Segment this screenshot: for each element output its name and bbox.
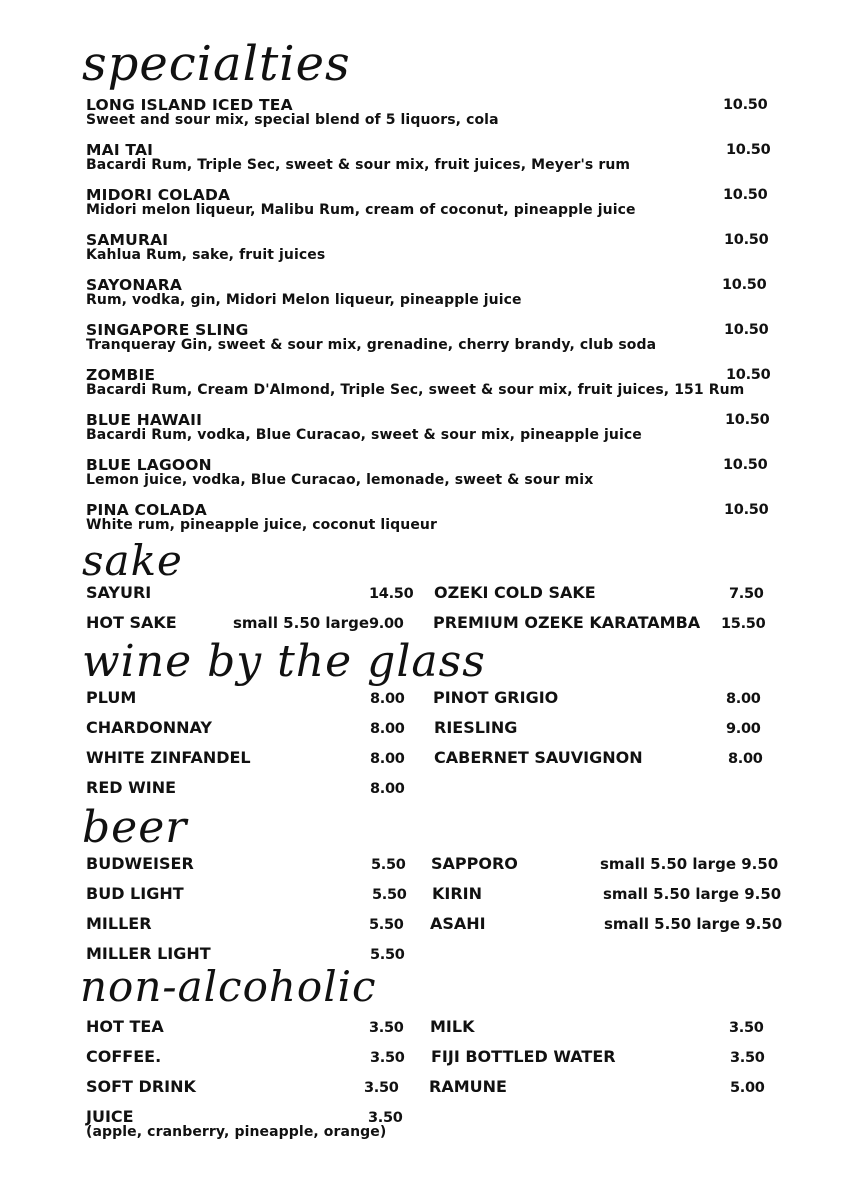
- item-name: JUICE: [86, 1107, 134, 1126]
- item-price: 5.00: [730, 1080, 765, 1096]
- item-price: 10.50: [724, 232, 769, 248]
- item-name: WHITE ZINFANDEL: [86, 748, 251, 767]
- item-price: 8.00: [370, 721, 405, 737]
- non-alcoholic-heading: non-alcoholic: [80, 962, 377, 1011]
- item-price: small 5.50 large 9.50: [600, 855, 779, 873]
- item-description: Rum, vodka, gin, Midori Melon liqueur, pineapple juice: [86, 292, 522, 308]
- item-note: (apple, cranberry, pineapple, orange): [86, 1124, 387, 1140]
- item-name: MIDORI COLADA: [86, 186, 231, 204]
- item-sizes: small 5.50 large: [233, 614, 369, 632]
- item-price: 7.50: [729, 586, 764, 602]
- item-name: MAI TAI: [86, 141, 154, 159]
- item-name: HOT TEA: [86, 1017, 164, 1036]
- item-description: Midori melon liqueur, Malibu Rum, cream of coconut, pineapple juice: [86, 202, 636, 218]
- item-name: BUDWEISER: [86, 854, 194, 873]
- item-name: SAYONARA: [86, 276, 183, 294]
- specialties-heading: specialties: [82, 36, 351, 92]
- item-name: CABERNET SAUVIGNON: [434, 748, 643, 767]
- item-price: 10.50: [726, 142, 771, 158]
- item-name: SINGAPORE SLING: [86, 321, 249, 339]
- item-price: 14.50: [369, 586, 414, 602]
- item-name: FIJI BOTTLED WATER: [431, 1047, 616, 1066]
- item-name: ZOMBIE: [86, 366, 156, 384]
- item-price: 10.50: [726, 367, 771, 383]
- item-price: small 5.50 large 9.50: [603, 885, 782, 903]
- item-price: 3.50: [369, 1020, 404, 1036]
- item-price: 5.50: [370, 947, 405, 963]
- item-price: 8.00: [728, 751, 763, 767]
- item-name: SAYURI: [86, 583, 152, 602]
- item-description: Sweet and sour mix, special blend of 5 liquors, cola: [86, 112, 499, 128]
- item-description: Bacardi Rum, Cream D'Almond, Triple Sec, sweet & sour mix, fruit juices, 151 Rum: [86, 382, 745, 398]
- item-price: 10.50: [723, 187, 768, 203]
- item-name: BLUE LAGOON: [86, 456, 212, 474]
- item-description: Tranqueray Gin, sweet & sour mix, grenadine, cherry brandy, club soda: [86, 337, 657, 353]
- item-name: KIRIN: [432, 884, 483, 903]
- item-price: 5.50: [372, 887, 407, 903]
- item-price: 3.50: [364, 1080, 399, 1096]
- item-price: 10.50: [724, 322, 769, 338]
- item-name: RIESLING: [434, 718, 518, 737]
- item-description: White rum, pineapple juice, coconut liqueur: [86, 517, 437, 533]
- item-name: ASAHI: [430, 914, 486, 933]
- item-name: PINA COLADA: [86, 501, 207, 519]
- item-price: 3.50: [730, 1050, 765, 1066]
- item-name: SAMURAI: [86, 231, 169, 249]
- item-price: 10.50: [725, 412, 770, 428]
- item-description: Lemon juice, vodka, Blue Curacao, lemonade, sweet & sour mix: [86, 472, 594, 488]
- item-name: RAMUNE: [429, 1077, 507, 1096]
- item-name: BLUE HAWAII: [86, 411, 203, 429]
- item-description: Kahlua Rum, sake, fruit juices: [86, 247, 326, 263]
- item-name: SAPPORO: [431, 854, 518, 873]
- wine-heading: wine by the glass: [82, 636, 486, 687]
- item-price: 15.50: [721, 616, 766, 632]
- item-price: 3.50: [729, 1020, 764, 1036]
- item-name: COFFEE.: [86, 1047, 162, 1066]
- item-name: MILLER LIGHT: [86, 944, 211, 963]
- item-description: Bacardi Rum, Triple Sec, sweet & sour mix, fruit juices, Meyer's rum: [86, 157, 631, 173]
- item-name: MILLER: [86, 914, 152, 933]
- item-name: OZEKI COLD SAKE: [434, 583, 596, 602]
- item-name: HOT SAKE: [86, 613, 177, 632]
- beer-heading: beer: [82, 802, 188, 853]
- item-name: PREMIUM OZEKE KARATAMBA: [433, 613, 701, 632]
- item-name: PINOT GRIGIO: [433, 688, 559, 707]
- item-price: 9.00: [726, 721, 761, 737]
- item-name: LONG ISLAND ICED TEA: [86, 96, 293, 114]
- item-price: 3.50: [370, 1050, 405, 1066]
- item-name: SOFT DRINK: [86, 1077, 196, 1096]
- item-name: CHARDONNAY: [86, 718, 212, 737]
- item-price: 8.00: [370, 781, 405, 797]
- item-name: MILK: [430, 1017, 475, 1036]
- item-price: 10.50: [724, 502, 769, 518]
- item-price: 5.50: [369, 917, 404, 933]
- item-price: 10.50: [723, 97, 768, 113]
- item-price: 5.50: [371, 857, 406, 873]
- sake-heading: sake: [82, 536, 183, 585]
- item-price: 10.50: [723, 457, 768, 473]
- item-description: Bacardi Rum, vodka, Blue Curacao, sweet & sour mix, pineapple juice: [86, 427, 642, 443]
- item-price: 3.50: [368, 1110, 403, 1126]
- item-name: PLUM: [86, 688, 137, 707]
- item-price: 9.00: [369, 616, 404, 632]
- item-name: RED WINE: [86, 778, 177, 797]
- item-price: small 5.50 large 9.50: [604, 915, 783, 933]
- item-price: 10.50: [722, 277, 767, 293]
- item-price: 8.00: [370, 691, 405, 707]
- item-price: 8.00: [726, 691, 761, 707]
- item-name: BUD LIGHT: [86, 884, 184, 903]
- item-price: 8.00: [370, 751, 405, 767]
